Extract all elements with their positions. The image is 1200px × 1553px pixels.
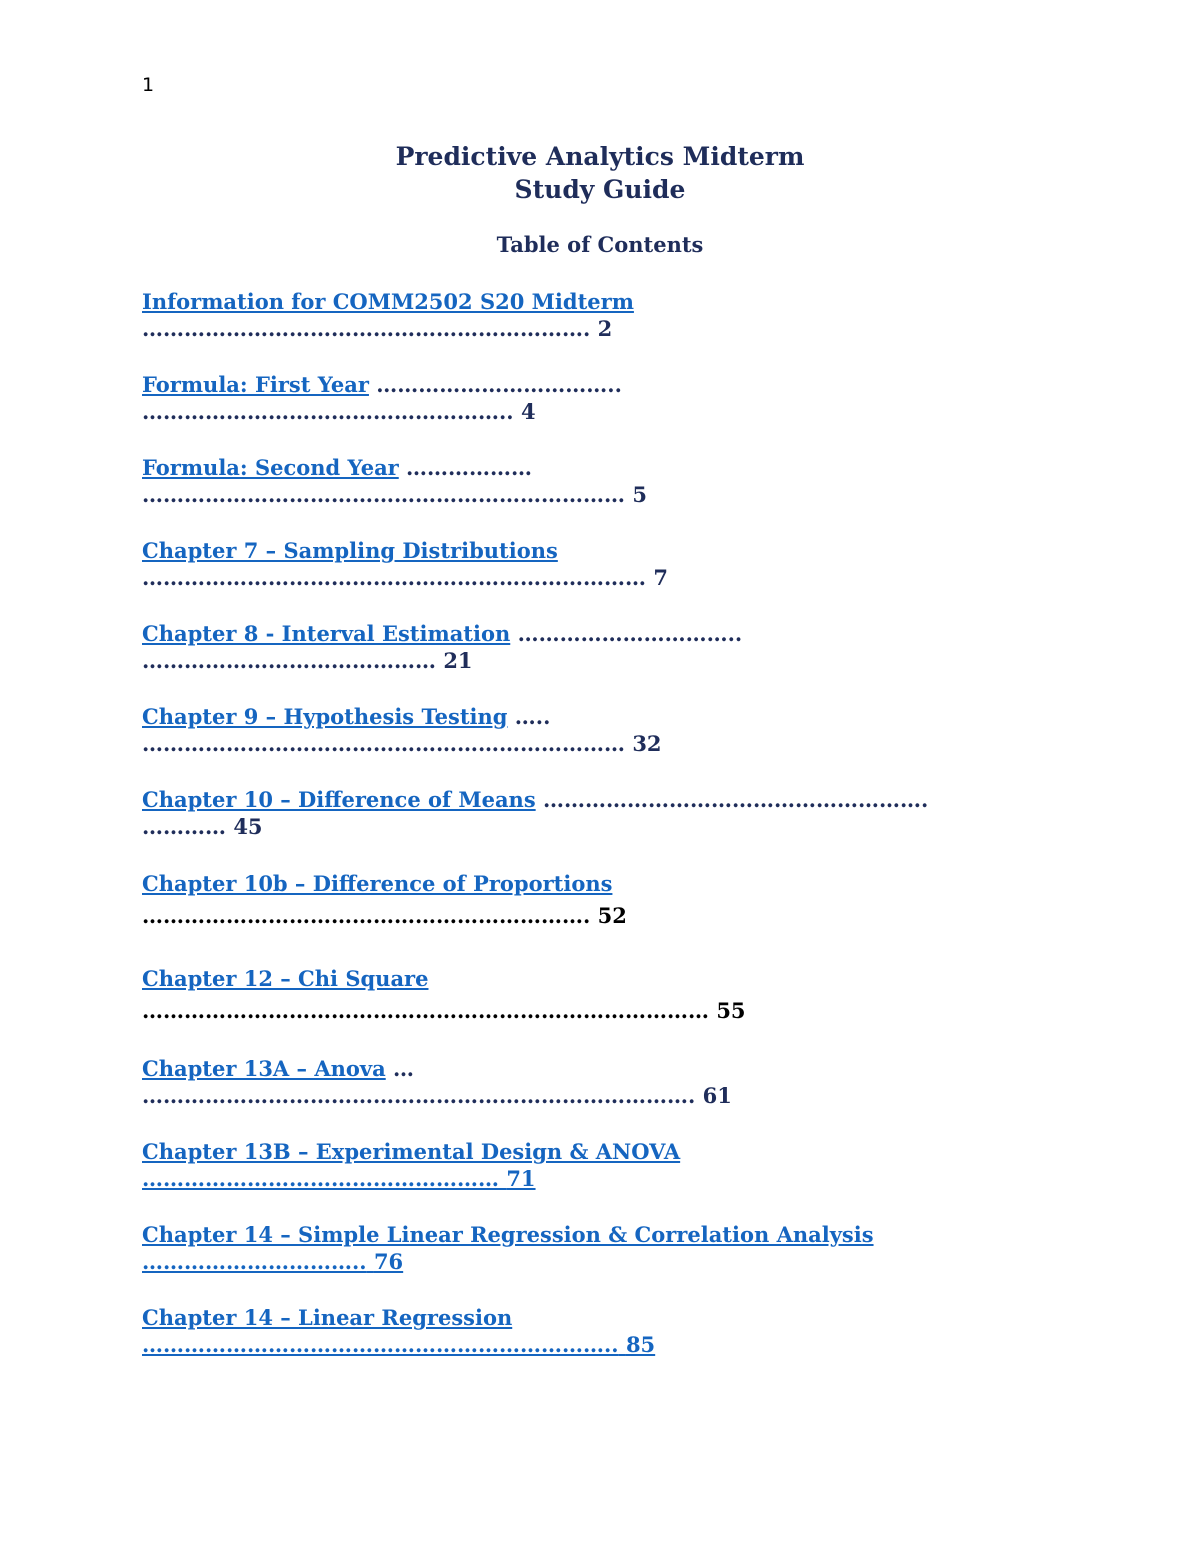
- toc-link[interactable]: Chapter 13A – Anova: [142, 1056, 386, 1081]
- toc-link[interactable]: Chapter 13B – Experimental Design & ANOVA: [142, 1139, 681, 1164]
- toc-link[interactable]: Chapter 12 – Chi Square: [142, 966, 429, 991]
- toc-entry: Information for COMM2502 S20 Midterm ………………………………………………………. 2: [142, 289, 634, 341]
- page-number: 1: [142, 74, 155, 96]
- toc-link[interactable]: Chapter 10b – Difference of Proportions: [142, 871, 613, 896]
- toc-page-number: 21: [443, 648, 473, 673]
- toc-entry: Chapter 10 – Difference of Means ………………………………………………. ………… 45: [142, 787, 929, 839]
- toc-entry: Chapter 12 – Chi Square ……………………………………………………………………… 55: [142, 966, 746, 1023]
- toc-entry: Formula: First Year …………………………….. …………………………………………….. 4: [142, 372, 622, 424]
- toc-page-number: 55: [716, 998, 746, 1023]
- toc-page-number: 7: [653, 565, 668, 590]
- toc-page-number: 2: [597, 316, 613, 341]
- toc-link[interactable]: Chapter 14 – Simple Linear Regression & Correlation Analysis: [142, 1222, 874, 1247]
- toc-entry: Chapter 13B – Experimental Design & ANOVA …………………………………………… 71: [142, 1139, 681, 1191]
- toc-heading: Table of Contents: [496, 232, 704, 257]
- toc-page-number: 4: [520, 399, 536, 424]
- toc-link[interactable]: Chapter 10 – Difference of Means: [142, 787, 536, 812]
- title-line-1: Predictive Analytics Midterm: [395, 142, 805, 171]
- toc-entry: Chapter 7 – Sampling Distributions ……………………………………………………………… 7: [142, 538, 668, 590]
- toc-link[interactable]: Formula: Second Year: [142, 455, 399, 480]
- document-title: [0, 140, 1200, 206]
- toc-page-number: 52: [597, 903, 627, 928]
- toc-link[interactable]: Information for COMM2502 S20 Midterm: [142, 289, 634, 314]
- toc-page-number: 85: [625, 1332, 656, 1357]
- toc-page-number: 61: [702, 1083, 732, 1108]
- toc-page-number: 5: [632, 482, 647, 507]
- toc-link[interactable]: Chapter 9 – Hypothesis Testing: [142, 704, 508, 729]
- toc-entry: Chapter 9 – Hypothesis Testing ….. …………………………………………………………… 32: [142, 704, 662, 756]
- toc-entry: Chapter 10b – Difference of Proportions ………………………………………………………. 52: [142, 871, 627, 928]
- toc-link[interactable]: Chapter 7 – Sampling Distributions: [142, 538, 558, 563]
- toc-entry: Chapter 14 – Simple Linear Regression & Correlation Analysis ………………………….. 76: [142, 1222, 874, 1274]
- toc-page-number: 45: [233, 814, 263, 839]
- toc-entry: Formula: Second Year ……………… …………………………………………………………… 5: [142, 455, 647, 507]
- toc-entry: Chapter 8 - Interval Estimation ………………………….. …………………………………… 21: [142, 621, 743, 673]
- toc-entry: Chapter 13A – Anova … ……………………………………………………………………. 61: [142, 1056, 732, 1108]
- toc-page-number: 32: [632, 731, 662, 756]
- title-line-2: Study Guide: [514, 175, 686, 204]
- toc-link[interactable]: Chapter 14 – Linear Regression: [142, 1305, 513, 1330]
- toc-link[interactable]: Chapter 8 - Interval Estimation: [142, 621, 511, 646]
- toc-page-number: 76: [373, 1249, 404, 1274]
- toc-entry: Chapter 14 – Linear Regression ………………………………………………………….. 85: [142, 1305, 656, 1357]
- toc-page-number: 71: [506, 1166, 536, 1191]
- toc-link[interactable]: Formula: First Year: [142, 372, 369, 397]
